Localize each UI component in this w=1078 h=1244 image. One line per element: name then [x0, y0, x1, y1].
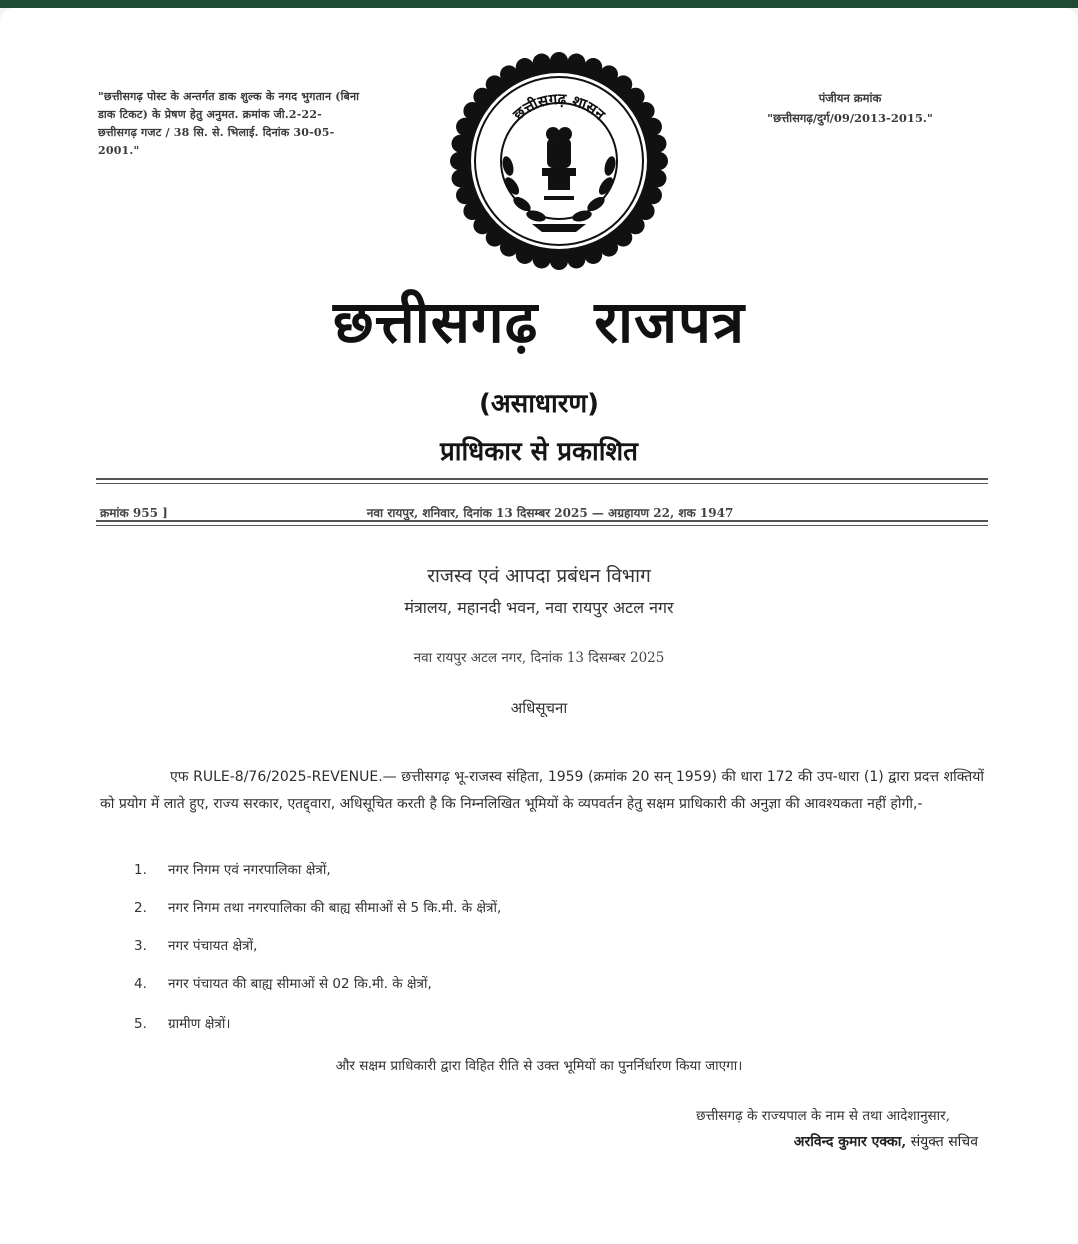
issue-date-line: नवा रायपुर, शनिवार, दिनांक 13 दिसम्बर 2025 — अग्रहायण 22, शक 1947: [366, 506, 734, 520]
registration-label: पंजीयन क्रमांक: [818, 91, 882, 105]
registration-block: [700, 88, 1000, 128]
divider-bottom: [96, 520, 988, 522]
extraordinary-label: (असाधारण): [478, 389, 600, 419]
published-by-authority: प्राधिकार से प्रकाशित: [440, 437, 638, 467]
emblem-icon: [444, 46, 674, 276]
list-item: 3. नगर पंचायत क्षेत्रों,: [134, 938, 258, 954]
list-item: 5. ग्रामीण क्षेत्रों।: [134, 1016, 231, 1032]
gazette-page: [0, 8, 1078, 1244]
closing-statement: और सक्षम प्राधिकारी द्वारा विहित रीति से उक्त भूमियों का पुनर्निर्धारण किया जाएगा।: [335, 1058, 743, 1074]
list-item: 1. नगर निगम एवं नगरपालिका क्षेत्रों,: [134, 862, 331, 878]
top-bar: [0, 0, 1078, 8]
list-item: 2. नगर निगम तथा नगरपालिका की बाह्य सीमाओं से 5 कि.मी. के क्षेत्रों,: [134, 900, 502, 916]
issue-number: क्रमांक 955 ]: [100, 506, 168, 520]
masthead-state: छत्तीसगढ़: [332, 288, 539, 356]
by-order-line: छत्तीसगढ़ के राज्यपाल के नाम से तथा आदेशानुसार,: [696, 1108, 950, 1124]
seal-text: छत्तीसगढ़ शासन: [509, 89, 609, 124]
ministry-address: मंत्रालय, महानदी भवन, नवा रायपुर अटल नगर: [404, 598, 674, 617]
divider-top-thin: [96, 483, 988, 484]
notification-heading: अधिसूचना: [510, 699, 568, 717]
list-item: 4. नगर पंचायत की बाह्य सीमाओं से 02 कि.मी. के क्षेत्रों,: [134, 976, 432, 992]
signatory: [500, 1132, 978, 1151]
signatory-name: अरविन्द कुमार एक्का,: [793, 1134, 907, 1150]
divider-top: [96, 478, 988, 480]
notification-body: एफ RULE-8/76/2025-REVENUE.— छत्तीसगढ़ भू-राजस्व संहिता, 1959 (क्रमांक 20 सन् 1959) की धारा 172 की उप-धारा (1) द्वारा प्रदत्त शक्तियों को प्रयोग में लाते हुए, राज्य सरकार, एतद्द्वारा, अधिसूचित करती है कि निम्नलिखित भूमियों के व्यपवर्तन हेतु सक्षम प्राधिकारी की अनुज्ञा की आवश्यकता नहीं होगी,-: [100, 769, 984, 812]
postal-permit-note: "छत्तीसगढ़ पोस्ट के अन्तर्गत डाक शुल्क के नगद भुगतान (बिना डाक टिकट) के प्रेषण हेतु अनुमत. क्रमांक जी.2-22-छत्तीसगढ़ गजट / 38 सि. से. भिलाई. दिनांक 30-05-2001.": [98, 90, 360, 157]
notice-place-date: नवा रायपुर अटल नगर, दिनांक 13 दिसम्बर 2025: [413, 650, 665, 666]
department-name: राजस्व एवं आपदा प्रबंधन विभाग: [427, 565, 651, 587]
signatory-title: संयुक्त सचिव: [910, 1134, 978, 1150]
masthead-gazette: राजपत्र: [594, 288, 746, 356]
registration-number: "छत्तीसगढ़/दुर्ग/09/2013-2015.": [767, 111, 933, 125]
gazette-masthead: [0, 280, 1078, 359]
divider-bottom-thin: [96, 525, 988, 526]
state-emblem-seal: [444, 46, 674, 276]
